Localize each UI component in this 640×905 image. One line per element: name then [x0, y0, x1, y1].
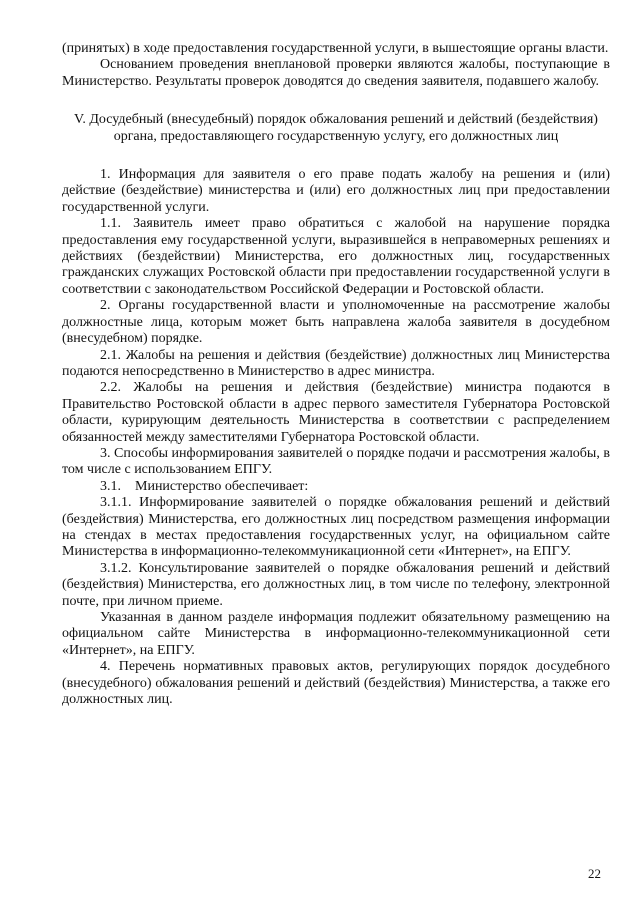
section-heading: V. Досудебный (внесудебный) порядок обжалования решений и действий (бездействия) органа, предоставляющего государственную услугу, его должностных лиц	[74, 112, 598, 144]
paragraph-3-1-2: 3.1.2. Консультирование заявителей о порядке обжалования решений и действий (бездействия) Министерства, его должностных лиц, в том числе по телефону, электронной почте, при личном приеме.	[62, 560, 610, 609]
paragraph-3-1: 3.1. Министерство обеспечивает:	[100, 478, 309, 494]
document-page	[62, 41, 610, 708]
paragraph-3-1-1: 3.1.1. Информирование заявителей о порядке обжалования решений и действий (бездействия) Министерства, его должностных лиц посредством размещения информации на стендах в местах предоставления государственных услуг, на официальном сайте Министерства в информационно-телекоммуникационной сети «Интернет», на ЕПГУ.	[62, 495, 610, 560]
paragraph-1: 1. Информация для заявителя о его праве подать жалобу на решения и (или) действие (бездействие) министерства и (или) его должностных лиц при предоставлении государственной услуги.	[62, 167, 610, 215]
page-number: 22	[588, 866, 601, 881]
paragraph-2-1: 2.1. Жалобы на решения и действия (бездействие) должностных лиц Министерства подаются непосредственно в Министерство в адрес министра.	[62, 347, 610, 379]
paragraph-2-2: 2.2. Жалобы на решения и действия (бездействие) министра подаются в Правительство Ростовской области в адрес первого заместителя Губернатора Ростовской области, курирующим деятельность Министерства в соответствии с распределением обязанностей между заместителями Губернатора Ростовской области.	[62, 380, 610, 445]
paragraph-1-1: 1.1. Заявитель имеет право обратиться с жалобой на нарушение порядка предоставления ему государственной услуги, выразившейся в неправомерных решениях и действиях (бездействии) Министерства, его должностных лиц, государственных гражданских служащих Ростовской области при предоставлении государственной услуги в соответствии с законодательством Российской Федерации и Ростовской области.	[62, 216, 610, 297]
paragraph-continuation: (принятых) в ходе предоставления государственной услуги, в вышестоящие органы власти.	[62, 41, 609, 56]
paragraph-4: 4. Перечень нормативных правовых актов, регулирующих порядок досудебного (внесудебного) обжалования решений и действий (бездействия) Министерства, а также его должностных лиц.	[62, 659, 610, 708]
paragraph-info-placement: Указанная в данном разделе информация подлежит обязательному размещению на официальном сайте Министерства в информационно-телекоммуникационной сети «Интернет», на ЕПГУ.	[62, 610, 610, 658]
paragraph-inspection-basis: Основанием проведения внеплановой проверки являются жалобы, поступающие в Министерство. Результаты проверок доводятся до сведения заявителя, подавшего жалобу.	[62, 57, 610, 89]
paragraph-2: 2. Органы государственной власти и уполномоченные на рассмотрение жалобы должностные лица, которым может быть направлена жалоба заявителя в досудебном (внесудебном) порядке.	[62, 298, 610, 347]
paragraph-3: 3. Способы информирования заявителей о порядке подачи и рассмотрения жалобы, в том числе с использованием ЕПГУ.	[62, 445, 610, 478]
